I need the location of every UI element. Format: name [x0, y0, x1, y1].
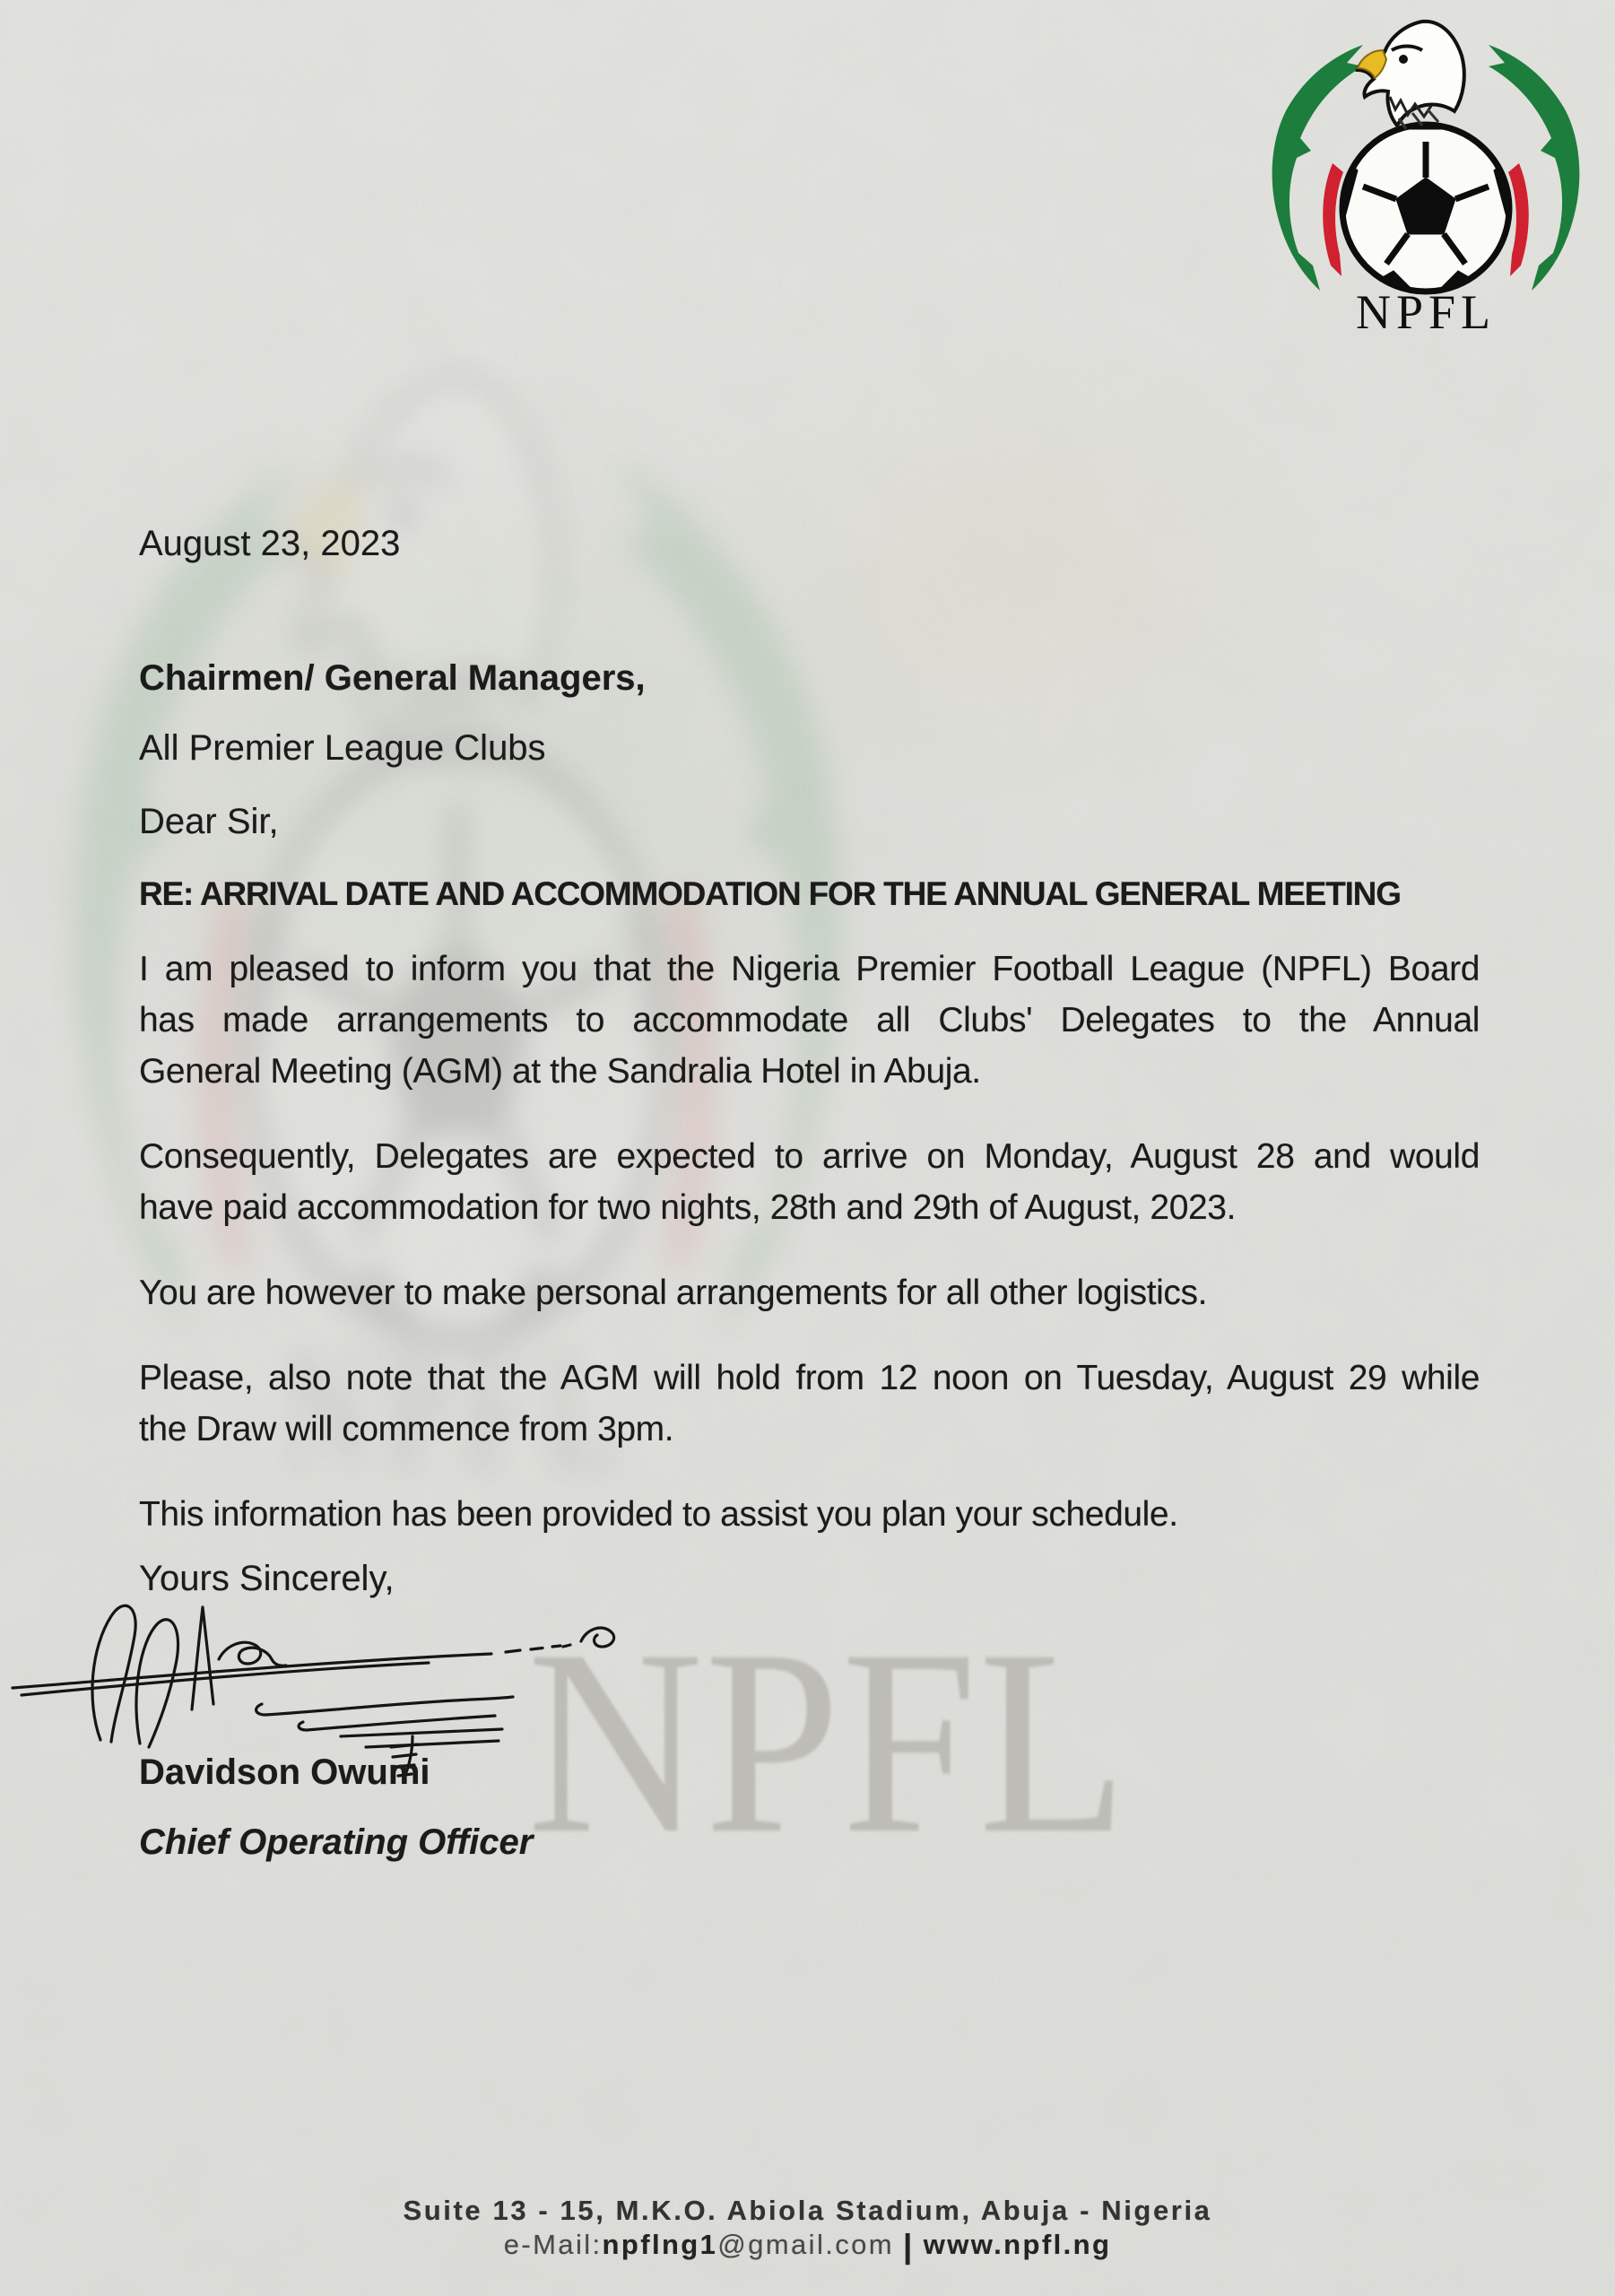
body-paragraph [139, 944, 1480, 1097]
footer-divider: | [903, 2228, 915, 2265]
salutation: Dear Sir, [139, 802, 279, 841]
footer-contacts [0, 2228, 1615, 2264]
closing: Yours Sincerely, [139, 1559, 395, 1598]
background-text-watermark: NPFL [527, 1595, 1130, 1888]
body-paragraph [139, 1489, 1480, 1540]
signatory-name: Davidson Owumi [139, 1752, 430, 1792]
footer-address: Suite 13 - 15, M.K.O. Abiola Stadium, Abuja - Nigeria [403, 2195, 1212, 2226]
body-line: Please, also note that the AGM will hold from 12 noon on Tuesday, August 29 while [139, 1359, 1480, 1397]
body-line: This information has been provided to assist you plan your schedule. [139, 1495, 1178, 1534]
body-line: I am pleased to inform you that the Nigeria Premier Football League (NPFL) Board [139, 950, 1480, 988]
footer-email-user: npflng1 [602, 2229, 718, 2260]
body-line: Consequently, Delegates are expected to arrive on Monday, August 28 and would [139, 1137, 1480, 1176]
body-line: General Meeting (AGM) at the Sandralia Hotel in Abuja. [139, 1052, 981, 1091]
recipient-line-1: Chairmen/ General Managers, [139, 658, 646, 698]
body-paragraph [139, 1352, 1480, 1455]
body-line: have paid accommodation for two nights, 28th and 29th of August, 2023. [139, 1188, 1237, 1227]
body-line: the Draw will commence from 3pm. [139, 1410, 674, 1448]
letterhead-footer [0, 2194, 1615, 2264]
body-line: You are however to make personal arrangements for all other logistics. [139, 1274, 1208, 1312]
letter-body [139, 944, 1480, 1574]
signatory-title: Chief Operating Officer [139, 1822, 534, 1862]
recipient-line-2: All Premier League Clubs [139, 728, 546, 768]
letter-date: August 23, 2023 [139, 524, 401, 563]
subject-line: RE: ARRIVAL DATE AND ACCOMMODATION FOR THE ANNUAL GENERAL MEETING [139, 875, 1401, 912]
body-paragraph [139, 1267, 1480, 1318]
npfl-crest-logo [1246, 11, 1605, 339]
footer-website: www.npfl.ng [923, 2229, 1112, 2260]
footer-email-label: e-Mail: [503, 2229, 603, 2260]
body-paragraph [139, 1131, 1480, 1233]
body-line: has made arrangements to accommodate all Clubs' Delegates to the Annual [139, 1001, 1480, 1039]
footer-email-domain: @gmail.com [717, 2229, 895, 2260]
